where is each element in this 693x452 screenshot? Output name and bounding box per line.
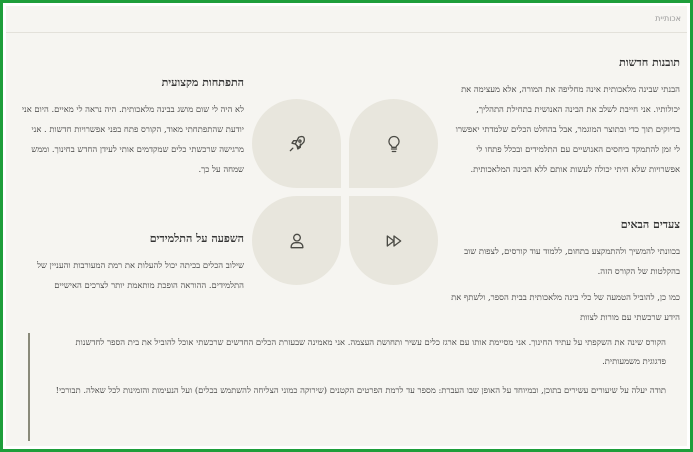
student-impact-section: [14, 232, 244, 301]
fast-forward-icon: [384, 231, 404, 251]
professional-growth-title: התפתחות מקצועית: [161, 76, 244, 89]
next-steps-title: צעדים הבאים: [620, 218, 680, 231]
top-bar-label: אכותיית: [655, 14, 681, 23]
reflection-page: [6, 6, 687, 446]
new-insights-text: הבנתי שבינה מלאכותית אינה מחליפה את המורה, אלא מעצימה את יכולותיו. אני חייבת לשלב את הבינה האנושית בתחילת התהליך, בדיוקים תוך כדי ובתוצר המוגמר, אבל בהחלט הכלים שלמדתי יאפשרו לי זמן להתמקד ביחסים האנושיים עם התלמידים ובכלל פתחו לי אפשרויות שלא היתי יכולה לעשות אותם ללא הבינה המלאכותית.: [455, 84, 680, 174]
new-insights-section: [450, 56, 680, 185]
next-steps-text-2: כמו כן, להוביל הטמעה של כלי בינה מלאכותית בבית הספר, ולשתף את הידע שרכשתי עם מורות לצוות: [451, 292, 680, 322]
next-steps-text-1: בכוונתי להמשיך ולהתמקצע בתחום, ללמוד עוד קורסים, לצפות שוב בהקלטות של הקורס הזה.: [464, 246, 680, 276]
student-impact-title: השפעה על התלמידים: [149, 232, 244, 245]
top-bar: [6, 6, 687, 33]
lightbulb-icon: [384, 134, 404, 154]
quote-paragraph-1: הקורס שינה את השקפתי על עתיד החינוך. אני מסיימת אותו עם ארגז כלים עשיר ותחושת העצמה. אני מאמינה שבעזרת הכלים החדשים שרכשתי אוכל להוביל את בית הספר לחדשנות פדגוגית משמעותית.: [75, 337, 666, 366]
professional-growth-section: [14, 76, 244, 185]
four-petal-graphic: [252, 99, 438, 285]
petal-bottom-left: [252, 196, 341, 285]
rocket-icon: [287, 134, 307, 154]
closing-quote: [28, 333, 676, 441]
new-insights-title: תובנות חדשות: [619, 56, 680, 69]
petal-top-left: [252, 99, 341, 188]
student-impact-text: שילוב הכלים בכיתה יכול להעלות את רמת המעורבות והעניין של התלמידים. ההוראה הופכת מותאמת יותר לצרכים האישיים: [37, 260, 244, 290]
next-steps-section: [450, 218, 680, 333]
quote-paragraph-2: תודה יעלה על שיעורים עשירים בתוכן, ובמיוחד על האופן שבו העברת: מספר עד לרמת הפרטים הקטנים (שירוקה כמוני הצליחה להשתמש בכלים) ועל הנעימות והזמינות לכל שאלה. תבורכי!: [55, 385, 666, 395]
petal-top-right: [349, 99, 438, 188]
petal-bottom-right: [349, 196, 438, 285]
user-icon: [287, 231, 307, 251]
professional-growth-text: לא היה לי שום מושג בבינה מלאכותית. היה נראה לי מאיים. היום אני יודעת שהתפתחתי מאוד, הקורס פתח בפני אפשרויות חדשות . אני מרגישה שרכשתי כלים שמקדמים אותי לעידן החדש בחינוך. וממש שמחה על כך.: [21, 104, 244, 174]
